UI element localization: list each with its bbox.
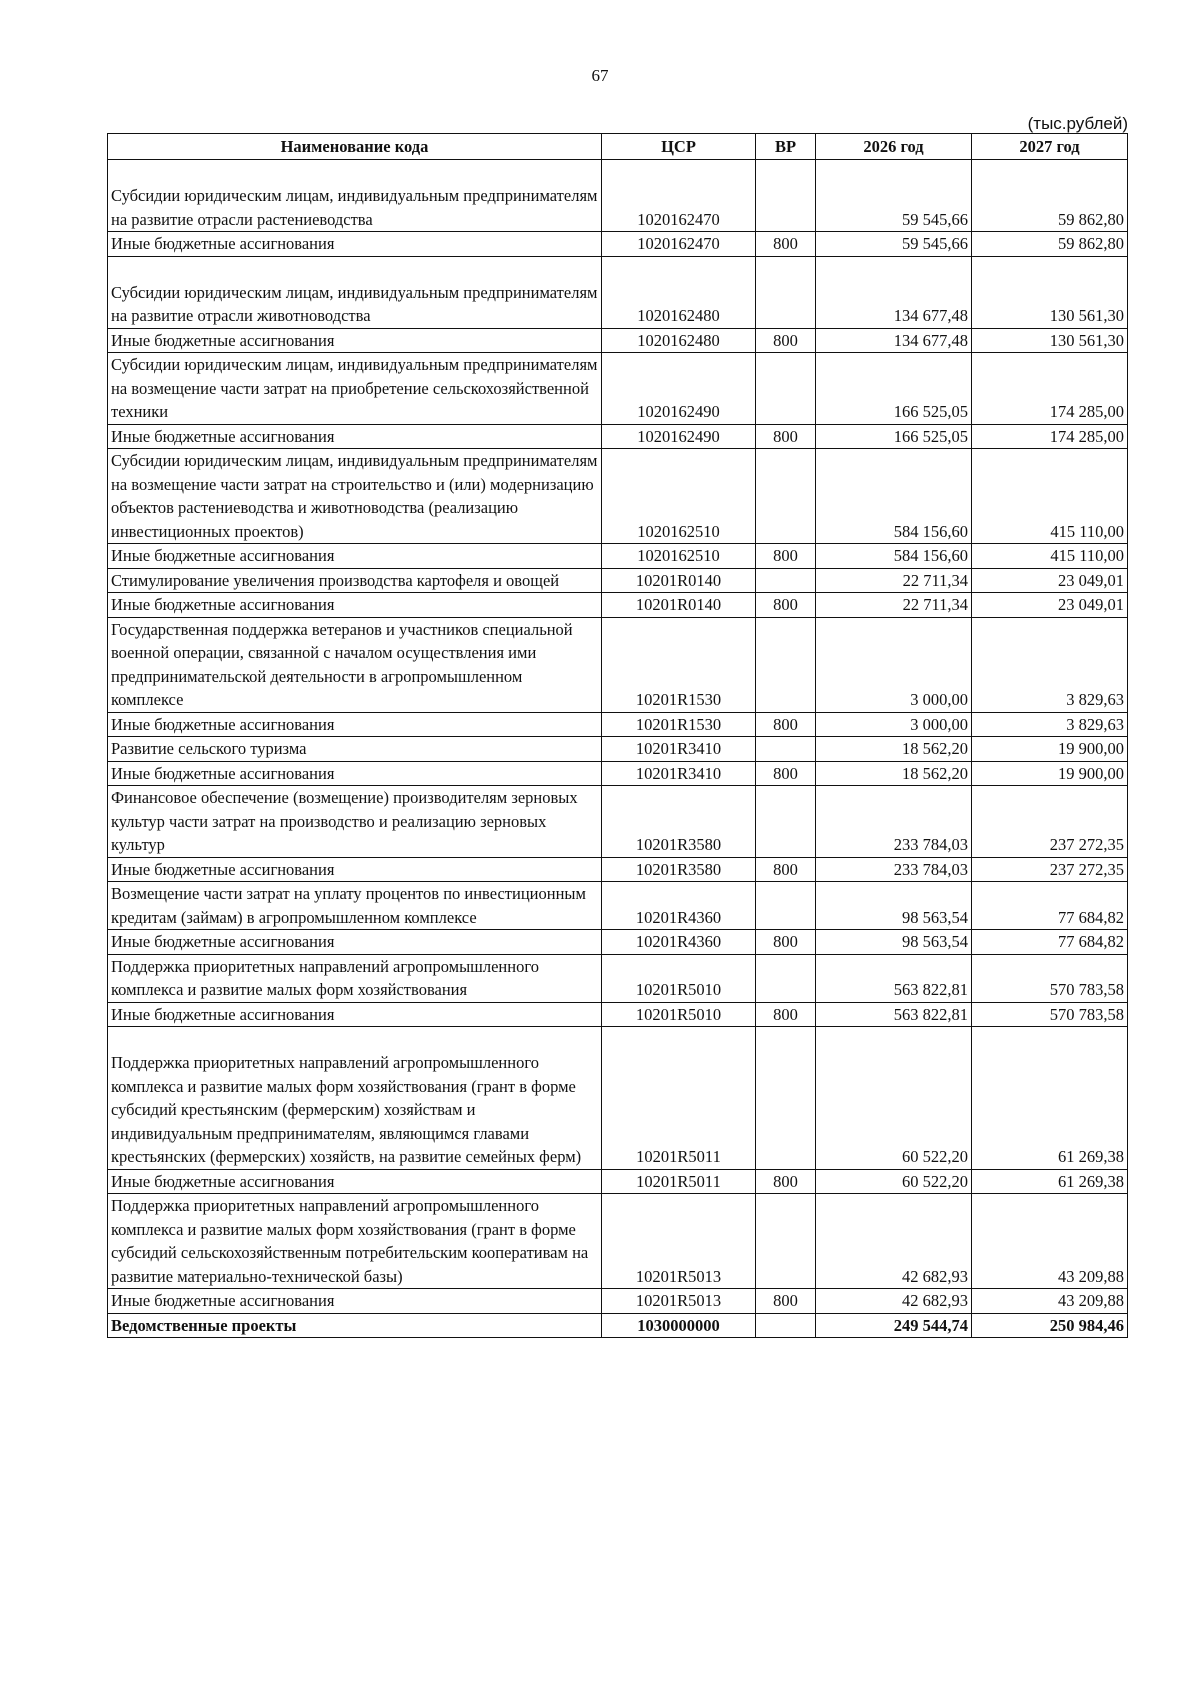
cell-name: Поддержка приоритетных направлений агропромышленного комплекса и развитие малых форм хозяйствования (грант в форме субсидий сельскохозяйственным потребительским кооперативам на развитие материально-технической базы) [108, 1194, 602, 1289]
cell-amount-2026: 3 000,00 [816, 712, 972, 737]
cell-vr [756, 256, 816, 328]
cell-amount-2027: 250 984,46 [972, 1313, 1128, 1338]
cell-name: Иные бюджетные ассигнования [108, 1169, 602, 1194]
cell-name: Стимулирование увеличения производства картофеля и овощей [108, 568, 602, 593]
cell-vr [756, 786, 816, 858]
cell-vr [756, 160, 816, 232]
cell-amount-2027: 59 862,80 [972, 160, 1128, 232]
cell-amount-2027: 43 209,88 [972, 1289, 1128, 1314]
cell-csr: 10201R5013 [602, 1289, 756, 1314]
table-row [108, 424, 1128, 449]
cell-name: Поддержка приоритетных направлений агропромышленного комплекса и развитие малых форм хозяйствования [108, 954, 602, 1002]
cell-vr: 800 [756, 1002, 816, 1027]
cell-vr: 800 [756, 1169, 816, 1194]
header-year-2026: 2026 год [816, 134, 972, 160]
cell-amount-2027: 237 272,35 [972, 857, 1128, 882]
cell-name: Ведомственные проекты [108, 1313, 602, 1338]
table-row [108, 353, 1128, 425]
cell-vr [756, 737, 816, 762]
cell-amount-2026: 249 544,74 [816, 1313, 972, 1338]
cell-csr: 10201R4360 [602, 930, 756, 955]
table-body [108, 160, 1128, 1338]
cell-name: Иные бюджетные ассигнования [108, 712, 602, 737]
table-row [108, 712, 1128, 737]
cell-name: Финансовое обеспечение (возмещение) производителям зерновых культур части затрат на производство и реализацию зерновых культур [108, 786, 602, 858]
table-row [108, 930, 1128, 955]
cell-csr: 10201R5011 [602, 1027, 756, 1170]
cell-amount-2027: 130 561,30 [972, 328, 1128, 353]
cell-name: Возмещение части затрат на уплату процентов по инвестиционным кредитам (займам) в агропромышленном комплексе [108, 882, 602, 930]
cell-amount-2026: 3 000,00 [816, 617, 972, 712]
cell-amount-2027: 23 049,01 [972, 568, 1128, 593]
table-row [108, 449, 1128, 544]
cell-amount-2026: 42 682,93 [816, 1194, 972, 1289]
cell-amount-2026: 60 522,20 [816, 1027, 972, 1170]
cell-csr: 10201R0140 [602, 568, 756, 593]
cell-name: Иные бюджетные ассигнования [108, 328, 602, 353]
cell-vr: 800 [756, 544, 816, 569]
cell-amount-2026: 166 525,05 [816, 424, 972, 449]
cell-name: Иные бюджетные ассигнования [108, 930, 602, 955]
cell-csr: 10201R3580 [602, 786, 756, 858]
cell-name: Иные бюджетные ассигнования [108, 857, 602, 882]
cell-csr: 1020162470 [602, 160, 756, 232]
cell-csr: 10201R5013 [602, 1194, 756, 1289]
cell-vr [756, 617, 816, 712]
cell-amount-2027: 77 684,82 [972, 930, 1128, 955]
cell-amount-2026: 98 563,54 [816, 930, 972, 955]
cell-amount-2026: 134 677,48 [816, 256, 972, 328]
cell-csr: 10201R5010 [602, 1002, 756, 1027]
units-label: (тыс.рублей) [1027, 114, 1128, 133]
cell-amount-2026: 563 822,81 [816, 1002, 972, 1027]
cell-amount-2027: 415 110,00 [972, 449, 1128, 544]
cell-name: Субсидии юридическим лицам, индивидуальным предпринимателям на возмещение части затрат на строительство и (или) модернизацию объектов растениеводства и животноводства (реализацию инвестиционных проектов) [108, 449, 602, 544]
cell-csr: 1030000000 [602, 1313, 756, 1338]
cell-amount-2026: 60 522,20 [816, 1169, 972, 1194]
cell-name: Иные бюджетные ассигнования [108, 1289, 602, 1314]
table-row [108, 1169, 1128, 1194]
cell-amount-2026: 22 711,34 [816, 593, 972, 618]
cell-csr: 10201R1530 [602, 617, 756, 712]
table-row [108, 568, 1128, 593]
cell-amount-2026: 166 525,05 [816, 353, 972, 425]
cell-csr: 10201R3410 [602, 761, 756, 786]
cell-amount-2027: 174 285,00 [972, 424, 1128, 449]
cell-amount-2026: 18 562,20 [816, 737, 972, 762]
table-row [108, 1002, 1128, 1027]
cell-name: Иные бюджетные ассигнования [108, 761, 602, 786]
cell-vr: 800 [756, 712, 816, 737]
cell-name: Государственная поддержка ветеранов и участников специальной военной операции, связанной с началом осуществления ими предпринимательской деятельности в агропромышленном комплексе [108, 617, 602, 712]
cell-name: Иные бюджетные ассигнования [108, 232, 602, 257]
table-header [108, 134, 1128, 160]
table-row [108, 1194, 1128, 1289]
cell-vr [756, 1313, 816, 1338]
cell-amount-2027: 23 049,01 [972, 593, 1128, 618]
cell-amount-2026: 59 545,66 [816, 232, 972, 257]
cell-amount-2027: 130 561,30 [972, 256, 1128, 328]
cell-amount-2026: 584 156,60 [816, 449, 972, 544]
cell-csr: 10201R5010 [602, 954, 756, 1002]
budget-table [107, 133, 1128, 1338]
cell-vr [756, 1027, 816, 1170]
cell-amount-2027: 3 829,63 [972, 617, 1128, 712]
table-row [108, 160, 1128, 232]
cell-amount-2027: 3 829,63 [972, 712, 1128, 737]
cell-name: Субсидии юридическим лицам, индивидуальным предпринимателям на развитие отрасли растениеводства [108, 160, 602, 232]
cell-name: Иные бюджетные ассигнования [108, 1002, 602, 1027]
cell-csr: 10201R4360 [602, 882, 756, 930]
cell-vr: 800 [756, 1289, 816, 1314]
cell-vr: 800 [756, 857, 816, 882]
cell-csr: 10201R3410 [602, 737, 756, 762]
cell-amount-2027: 61 269,38 [972, 1169, 1128, 1194]
header-year-2027: 2027 год [972, 134, 1128, 160]
header-csr: ЦСР [602, 134, 756, 160]
cell-csr: 1020162490 [602, 424, 756, 449]
cell-name: Иные бюджетные ассигнования [108, 544, 602, 569]
header-vr: ВР [756, 134, 816, 160]
cell-amount-2026: 233 784,03 [816, 857, 972, 882]
table-row [108, 1289, 1128, 1314]
table-row [108, 857, 1128, 882]
cell-amount-2026: 59 545,66 [816, 160, 972, 232]
cell-amount-2026: 584 156,60 [816, 544, 972, 569]
cell-amount-2026: 42 682,93 [816, 1289, 972, 1314]
cell-name: Субсидии юридическим лицам, индивидуальным предпринимателям на возмещение части затрат на приобретение сельскохозяйственной техники [108, 353, 602, 425]
cell-vr [756, 882, 816, 930]
cell-vr: 800 [756, 424, 816, 449]
cell-csr: 1020162480 [602, 328, 756, 353]
table-row [108, 954, 1128, 1002]
cell-name: Развитие сельского туризма [108, 737, 602, 762]
cell-amount-2027: 174 285,00 [972, 353, 1128, 425]
cell-amount-2027: 570 783,58 [972, 1002, 1128, 1027]
cell-name: Иные бюджетные ассигнования [108, 424, 602, 449]
cell-vr: 800 [756, 761, 816, 786]
cell-name: Иные бюджетные ассигнования [108, 593, 602, 618]
cell-amount-2026: 22 711,34 [816, 568, 972, 593]
cell-amount-2027: 77 684,82 [972, 882, 1128, 930]
cell-amount-2027: 237 272,35 [972, 786, 1128, 858]
cell-vr [756, 954, 816, 1002]
cell-amount-2027: 570 783,58 [972, 954, 1128, 1002]
table-row [108, 761, 1128, 786]
cell-csr: 10201R0140 [602, 593, 756, 618]
cell-vr [756, 1194, 816, 1289]
cell-amount-2026: 563 822,81 [816, 954, 972, 1002]
table-row [108, 617, 1128, 712]
table-row [108, 593, 1128, 618]
cell-amount-2026: 233 784,03 [816, 786, 972, 858]
cell-csr: 1020162510 [602, 544, 756, 569]
cell-csr: 1020162480 [602, 256, 756, 328]
cell-name: Субсидии юридическим лицам, индивидуальным предпринимателям на развитие отрасли животноводства [108, 256, 602, 328]
cell-amount-2027: 415 110,00 [972, 544, 1128, 569]
cell-vr [756, 353, 816, 425]
table-row [108, 737, 1128, 762]
table-row [108, 232, 1128, 257]
page-number: 67 [591, 66, 609, 85]
cell-csr: 1020162490 [602, 353, 756, 425]
table-row [108, 882, 1128, 930]
table-row [108, 1027, 1128, 1170]
cell-vr: 800 [756, 930, 816, 955]
table-row [108, 786, 1128, 858]
cell-amount-2026: 18 562,20 [816, 761, 972, 786]
cell-vr: 800 [756, 593, 816, 618]
table-row [108, 328, 1128, 353]
cell-vr [756, 449, 816, 544]
cell-amount-2027: 61 269,38 [972, 1027, 1128, 1170]
cell-csr: 1020162510 [602, 449, 756, 544]
header-name: Наименование кода [108, 134, 602, 160]
table-row [108, 544, 1128, 569]
cell-amount-2027: 19 900,00 [972, 761, 1128, 786]
cell-csr: 10201R1530 [602, 712, 756, 737]
cell-csr: 10201R5011 [602, 1169, 756, 1194]
cell-vr: 800 [756, 232, 816, 257]
cell-amount-2027: 19 900,00 [972, 737, 1128, 762]
cell-csr: 10201R3580 [602, 857, 756, 882]
cell-amount-2026: 134 677,48 [816, 328, 972, 353]
cell-amount-2027: 43 209,88 [972, 1194, 1128, 1289]
table-row [108, 256, 1128, 328]
cell-name: Поддержка приоритетных направлений агропромышленного комплекса и развитие малых форм хозяйствования (грант в форме субсидий крестьянским (фермерским) хозяйствам и индивидуальным предпринимателям, являющимся главами крестьянских (фермерских) хозяйств, на развитие семейных ферм) [108, 1027, 602, 1170]
cell-csr: 1020162470 [602, 232, 756, 257]
cell-vr [756, 568, 816, 593]
cell-amount-2027: 59 862,80 [972, 232, 1128, 257]
table-row [108, 1313, 1128, 1338]
cell-amount-2026: 98 563,54 [816, 882, 972, 930]
cell-vr: 800 [756, 328, 816, 353]
